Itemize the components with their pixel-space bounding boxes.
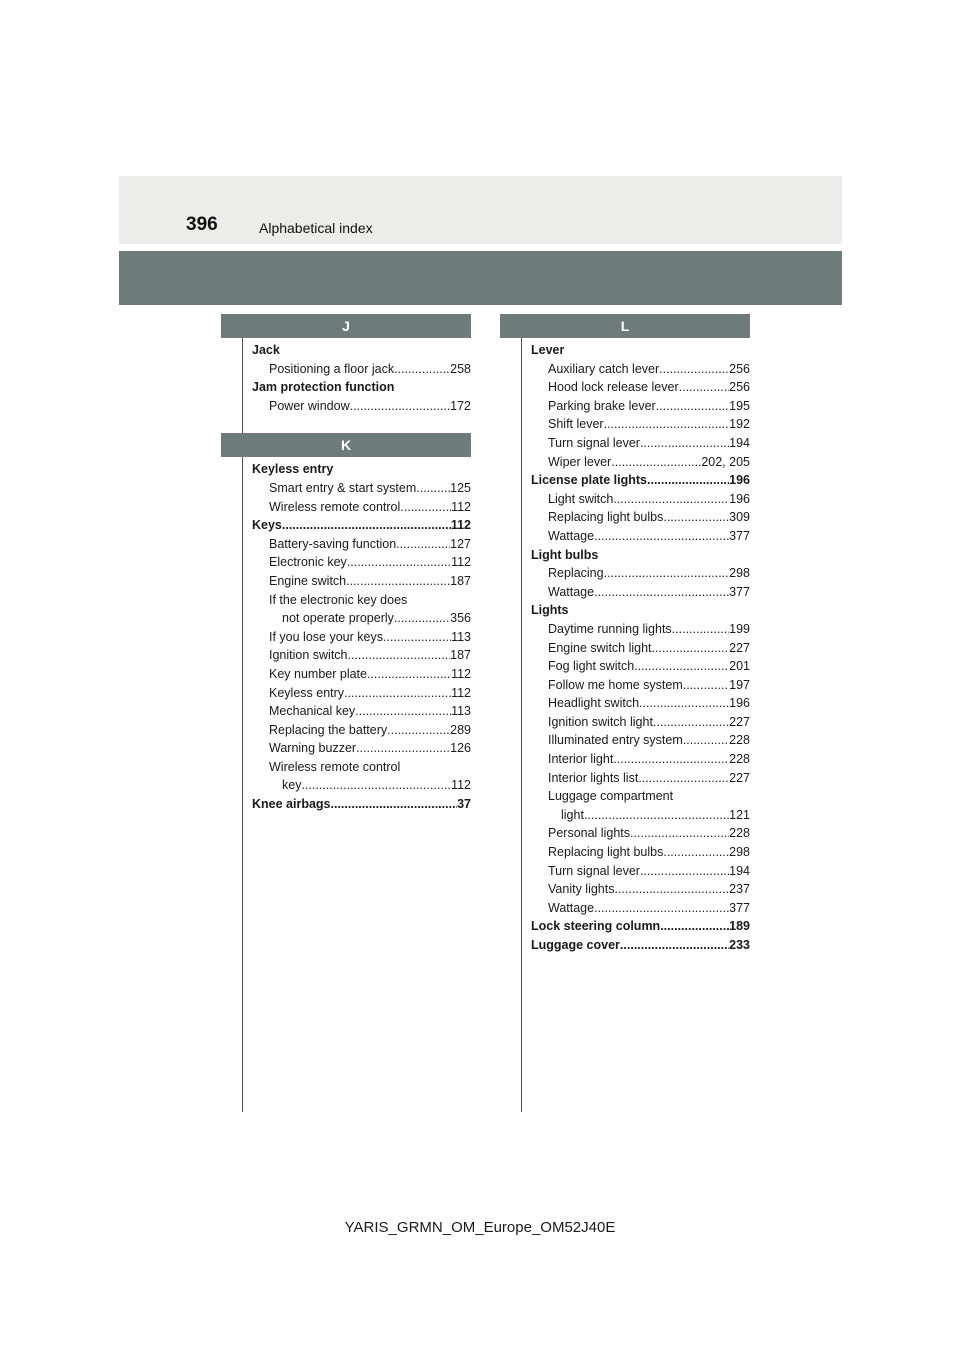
dot-leader [350,397,451,416]
entry-text: Jack [252,343,280,357]
dot-leader [663,843,729,862]
index-subentry [531,750,750,769]
entry-text: Keys [252,518,282,533]
letter-header: L [500,314,750,338]
index-entry [252,795,471,814]
entry-page-number: 228 [729,752,750,767]
entry-text: Parking brake lever [548,398,656,413]
entry-page-number: 196 [729,473,750,488]
index-subentry [531,899,750,918]
index-entry-list [221,457,471,813]
entry-page-number: 377 [729,900,750,915]
index-subentry [531,843,750,862]
index-column-left [221,314,471,814]
dot-leader [604,564,730,583]
dot-leader [584,806,729,825]
entry-text: Illuminated entry system [548,733,683,748]
dot-leader [613,750,729,769]
index-subentry [252,591,471,610]
entry-text: Lights [531,603,569,618]
entry-text: Wireless remote control [269,759,401,774]
entry-text: Keyless entry [269,685,345,700]
index-subentry [531,639,750,658]
entry-text: Wireless remote control [269,499,401,514]
entry-text: light [561,807,584,822]
index-subentry [531,434,750,453]
dot-leader [594,527,729,546]
dot-leader [611,453,701,472]
entry-page-number: 356 [450,611,471,626]
dot-leader [672,620,729,639]
entry-text: Jam protection function [252,380,395,395]
entry-text: If you lose your keys [269,629,383,644]
index-entry-list [500,338,750,955]
entry-text: Headlight switch [548,696,640,711]
index-subentry [252,628,471,647]
index-subentry [252,776,471,795]
index-subentry [531,731,750,750]
index-subentry [252,702,471,721]
entry-text: Turn signal lever [548,435,640,450]
letter-header: J [221,314,471,338]
dot-leader [620,936,729,955]
index-subentry [531,676,750,695]
entry-text: Light bulbs [531,547,599,562]
index-subentry [252,498,471,517]
dot-leader [640,434,729,453]
entry-text: Key number plate [269,666,367,681]
entry-text: Lock steering column [531,919,661,934]
entry-page-number: 112 [451,555,471,570]
index-subentry [252,360,471,379]
index-subentry [531,806,750,825]
entry-page-number: 377 [729,528,750,543]
entry-text: Mechanical key [269,704,356,719]
index-subentry [531,880,750,899]
entry-page-number: 377 [729,584,750,599]
entry-text: Power window [269,398,350,413]
entry-page-number: 197 [729,677,750,692]
entry-text: If the electronic key does [269,592,408,607]
entry-page-number: 125 [450,480,471,495]
entry-text: Wattage [548,584,595,599]
entry-text: not operate properly [282,611,394,626]
entry-text: Hood lock release lever [548,380,679,395]
entry-page-number: 187 [450,648,471,663]
entry-page-number: 112 [451,685,471,700]
index-subentry [252,609,471,628]
index-subentry [531,453,750,472]
dot-leader [400,498,451,517]
dot-leader [683,731,729,750]
entry-text: Shift lever [548,417,604,432]
entry-page-number: 112 [451,778,471,793]
index-entry [252,378,471,397]
entry-page-number: 228 [729,733,750,748]
entry-text: Replacing [548,566,604,581]
dot-leader [604,415,730,434]
section-gap [221,415,471,433]
entry-text: Engine switch light [548,640,652,655]
header-dark-band [119,251,842,305]
index-subentry [531,415,750,434]
dot-leader [282,516,451,535]
entry-text: Luggage compartment [548,789,674,804]
entry-page-number: 112 [450,518,471,533]
dot-leader [301,776,451,795]
entry-text: Light switch [548,491,614,506]
index-subentry [531,397,750,416]
entry-page-number: 227 [729,770,750,785]
entry-text: Personal lights [548,826,630,841]
entry-page-number: 201 [729,659,750,674]
entry-text: Ignition switch light [548,714,653,729]
dot-leader [331,795,458,814]
dot-leader [652,639,730,658]
entry-page-number: 121 [729,807,750,822]
index-subentry [252,479,471,498]
entry-page-number: 113 [451,629,471,644]
entry-text: Keyless entry [252,462,334,477]
section-title: Alphabetical index [259,220,373,236]
index-subentry [531,490,750,509]
entry-page-number: 192 [729,417,750,432]
dot-leader [394,609,450,628]
index-entry [531,917,750,936]
dot-leader [647,471,729,490]
entry-text: Replacing the battery [269,722,388,737]
index-subentry [252,758,471,777]
entry-text: Smart entry & start system [269,480,417,495]
dot-leader [356,739,450,758]
entry-text: Wiper lever [548,454,612,469]
entry-page-number: 309 [729,510,750,525]
dot-leader [638,769,729,788]
entry-text: Vanity lights [548,882,615,897]
entry-page-number: 258 [450,361,471,376]
entry-text: Fog light switch [548,659,635,674]
entry-page-number: 37 [457,797,471,812]
dot-leader [346,572,450,591]
dot-leader [367,665,451,684]
index-subentry [531,787,750,806]
entry-page-number: 227 [729,714,750,729]
index-subentry [252,739,471,758]
dot-leader [344,684,451,703]
entry-page-number: 172 [450,398,471,413]
entry-page-number: 289 [450,722,471,737]
entry-text: Turn signal lever [548,863,640,878]
entry-page-number: 196 [729,491,750,506]
entry-page-number: 233 [729,938,750,952]
entry-text: Luggage cover [531,938,620,952]
entry-text: Knee airbags [252,797,331,812]
dot-leader [653,713,729,732]
dot-leader [659,360,729,379]
index-subentry [531,769,750,788]
index-subentry [252,684,471,703]
dot-leader [387,721,450,740]
entry-text: Warning buzzer [269,741,357,756]
entry-text: Positioning a floor jack [269,361,395,376]
index-subentry [531,564,750,583]
entry-text: Ignition switch [269,648,348,663]
dot-leader [663,508,729,527]
index-subentry [531,527,750,546]
entry-page-number: 196 [729,696,750,711]
dot-leader [594,583,729,602]
entry-text: Wattage [548,528,595,543]
index-column-right [500,314,750,955]
index-subentry [531,824,750,843]
index-entry [252,516,471,535]
dot-leader [679,378,730,397]
index-subentry [252,665,471,684]
dot-leader [640,862,729,881]
header-band [119,176,842,244]
index-subentry [531,583,750,602]
entry-text: License plate lights [531,473,648,488]
entry-text: Interior lights list [548,770,639,785]
index-subentry [531,713,750,732]
entry-page-number: 227 [729,640,750,655]
letter-header: K [221,433,471,457]
dot-leader [613,490,729,509]
entry-text: Auxiliary catch lever [548,361,660,376]
dot-leader [660,917,729,936]
footer-document-code: YARIS_GRMN_OM_Europe_OM52J40E [344,1219,616,1236]
entry-text: Replacing light bulbs [548,845,664,860]
entry-text: Wattage [548,900,595,915]
index-entry [531,936,750,955]
dot-leader [416,479,450,498]
entry-text: Follow me home system [548,677,683,692]
entry-page-number: 113 [451,704,471,719]
index-subentry [531,508,750,527]
page-number: 396 [186,214,218,235]
dot-leader [634,657,729,676]
entry-text: key [282,778,302,793]
entry-page-number: 112 [451,666,471,681]
entry-page-number: 127 [450,536,471,551]
entry-page-number: 194 [729,435,750,450]
dot-leader [594,899,729,918]
entry-page-number: 256 [729,380,750,395]
entry-page-number: 256 [729,361,750,376]
index-subentry [252,646,471,665]
entry-page-number: 126 [450,741,471,756]
index-entry [531,471,750,490]
index-subentry [252,535,471,554]
dot-leader [348,646,451,665]
entry-text: Battery-saving function [269,536,397,551]
dot-leader [656,397,729,416]
dot-leader [394,360,450,379]
entry-text: Lever [531,343,565,357]
dot-leader [639,694,729,713]
index-subentry [531,694,750,713]
index-subentry [252,553,471,572]
index-entry [531,341,750,360]
index-subentry [531,378,750,397]
entry-text: Engine switch [269,573,347,588]
entry-page-number: 199 [729,621,750,636]
entry-text: Electronic key [269,555,347,570]
entry-page-number: 194 [729,863,750,878]
entry-page-number: 112 [451,499,471,514]
dot-leader [355,702,451,721]
index-subentry [531,360,750,379]
index-entry [531,601,750,620]
index-subentry [252,721,471,740]
dot-leader [683,676,729,695]
entry-page-number: 202, 205 [701,454,750,469]
entry-text: Daytime running lights [548,621,672,636]
index-entry [252,341,471,360]
entry-page-number: 237 [729,882,750,897]
entry-page-number: 298 [729,845,750,860]
dot-leader [347,553,451,572]
dot-leader [383,628,451,647]
index-subentry [252,397,471,416]
dot-leader [396,535,450,554]
entry-page-number: 195 [729,398,750,413]
index-subentry [531,862,750,881]
entry-page-number: 228 [729,826,750,841]
entry-text: Interior light [548,752,614,767]
entry-page-number: 189 [729,919,750,934]
index-subentry [531,657,750,676]
index-entry [531,546,750,565]
dot-leader [614,880,729,899]
entry-page-number: 187 [450,573,471,588]
index-subentry [531,620,750,639]
index-entry [252,460,471,479]
entry-page-number: 298 [729,566,750,581]
entry-text: Replacing light bulbs [548,510,664,525]
dot-leader [630,824,729,843]
index-subentry [252,572,471,591]
index-entry-list [221,338,471,415]
